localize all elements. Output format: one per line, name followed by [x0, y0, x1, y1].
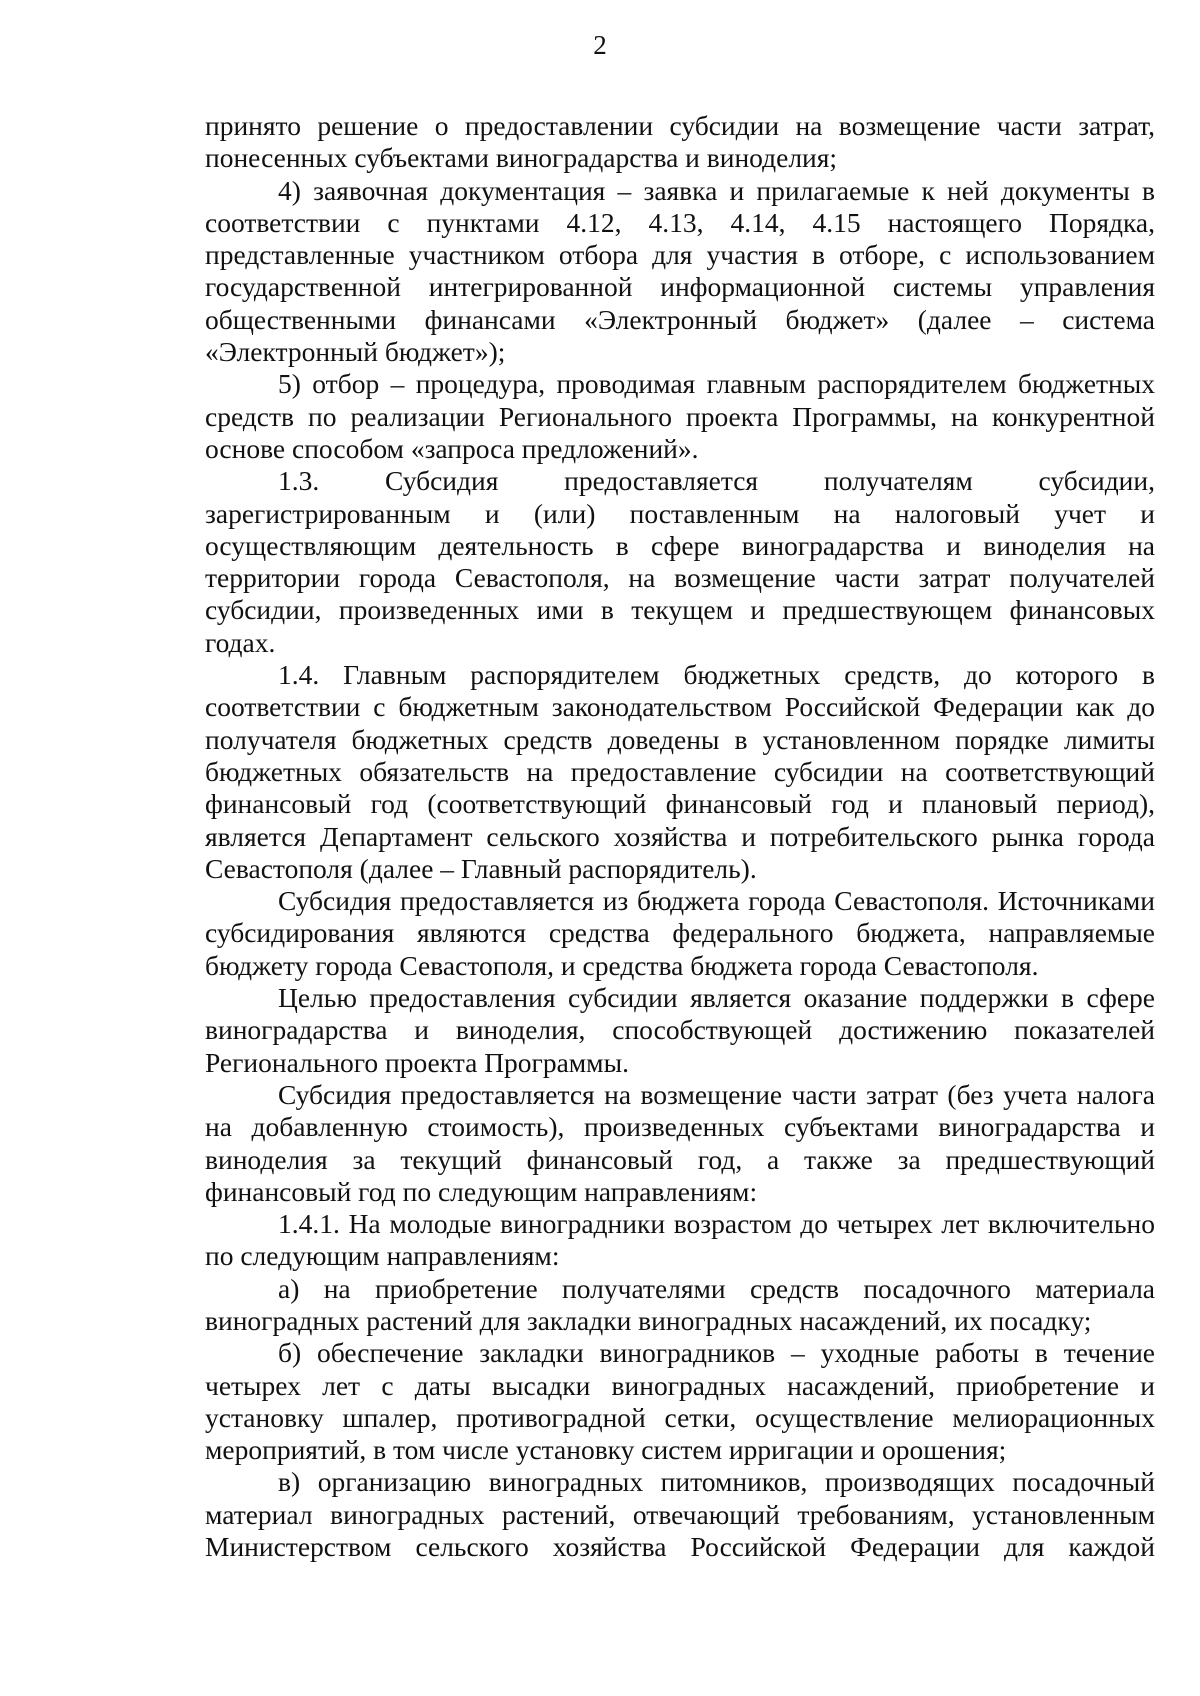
paragraph-7: Целью предоставления субсидии является оказание поддержки в сфере виноградарства и виноделия, способствующей достижению показателей Регионального проекта Программы.: [205, 982, 1155, 1078]
paragraph-5: 1.4. Главным распорядителем бюджетных средств, до которого в соответствии с бюджетным законодательством Российской Федерации как до получателя бюджетных средств доведены в установленном порядке лимиты бюджетных обязательств на предоставление субсидии на соответствующий финансовый год (соответствующий финансовый год и плановый период), является Департамент сельского хозяйства и потребительского рынка города Севастополя (далее – Главный распорядитель).: [205, 659, 1155, 884]
paragraph-6: Субсидия предоставляется из бюджета города Севастополя. Источниками субсидирования являются средства федерального бюджета, направляемые бюджету города Севастополя, и средства бюджета города Севастополя.: [205, 885, 1155, 981]
paragraph-9: 1.4.1. На молодые виноградники возрастом до четырех лет включительно по следующим направлениям:: [205, 1208, 1155, 1272]
document-body: [205, 110, 1155, 1563]
paragraph-4: 1.3. Субсидия предоставляется получателям субсидии, зарегистрированным и (или) поставленным на налоговый учет и осуществляющим деятельность в сфере виноградарства и виноделия на территории города Севастополя, на возмещение части затрат получателей субсидии, произведенных ими в текущем и предшествующем финансовых годах.: [205, 465, 1155, 658]
paragraph-1: принято решение о предоставлении субсидии на возмещение части затрат, понесенных субъектами виноградарства и виноделия;: [205, 110, 1155, 174]
paragraph-3: 5) отбор – процедура, проводимая главным распорядителем бюджетных средств по реализации Регионального проекта Программы, на конкурентной основе способом «запроса предложений».: [205, 368, 1155, 464]
paragraph-8: Субсидия предоставляется на возмещение части затрат (без учета налога на добавленную стоимость), произведенных субъектами виноградарства и виноделия за текущий финансовый год, а также за предшествующий финансовый год по следующим направлениям:: [205, 1078, 1155, 1207]
paragraph-12: в) организацию виноградных питомников, производящих посадочный материал виноградных растений, отвечающий требованиям, установленным Министерством сельского хозяйства Российской Федерации для каждой: [205, 1466, 1155, 1563]
page-number: 2: [593, 30, 607, 60]
paragraph-2: 4) заявочная документация – заявка и прилагаемые к ней документы в соответствии с пунктами 4.12, 4.13, 4.14, 4.15 настоящего Порядка, представленные участником отбора для участия в отборе, с использованием государственной интегрированной информационной системы управления общественными финансами «Электронный бюджет» (далее – система «Электронный бюджет»);: [205, 174, 1155, 368]
paragraph-11: б) обеспечение закладки виноградников – уходные работы в течение четырех лет с даты высадки виноградных насаждений, приобретение и установку шпалер, противоградной сетки, осуществление мелиорационных мероприятий, в том числе установку систем ирригации и орошения;: [205, 1337, 1155, 1466]
paragraph-10: а) на приобретение получателями средств посадочного материала виноградных растений для закладки виноградных насаждений, их посадку;: [205, 1272, 1155, 1336]
